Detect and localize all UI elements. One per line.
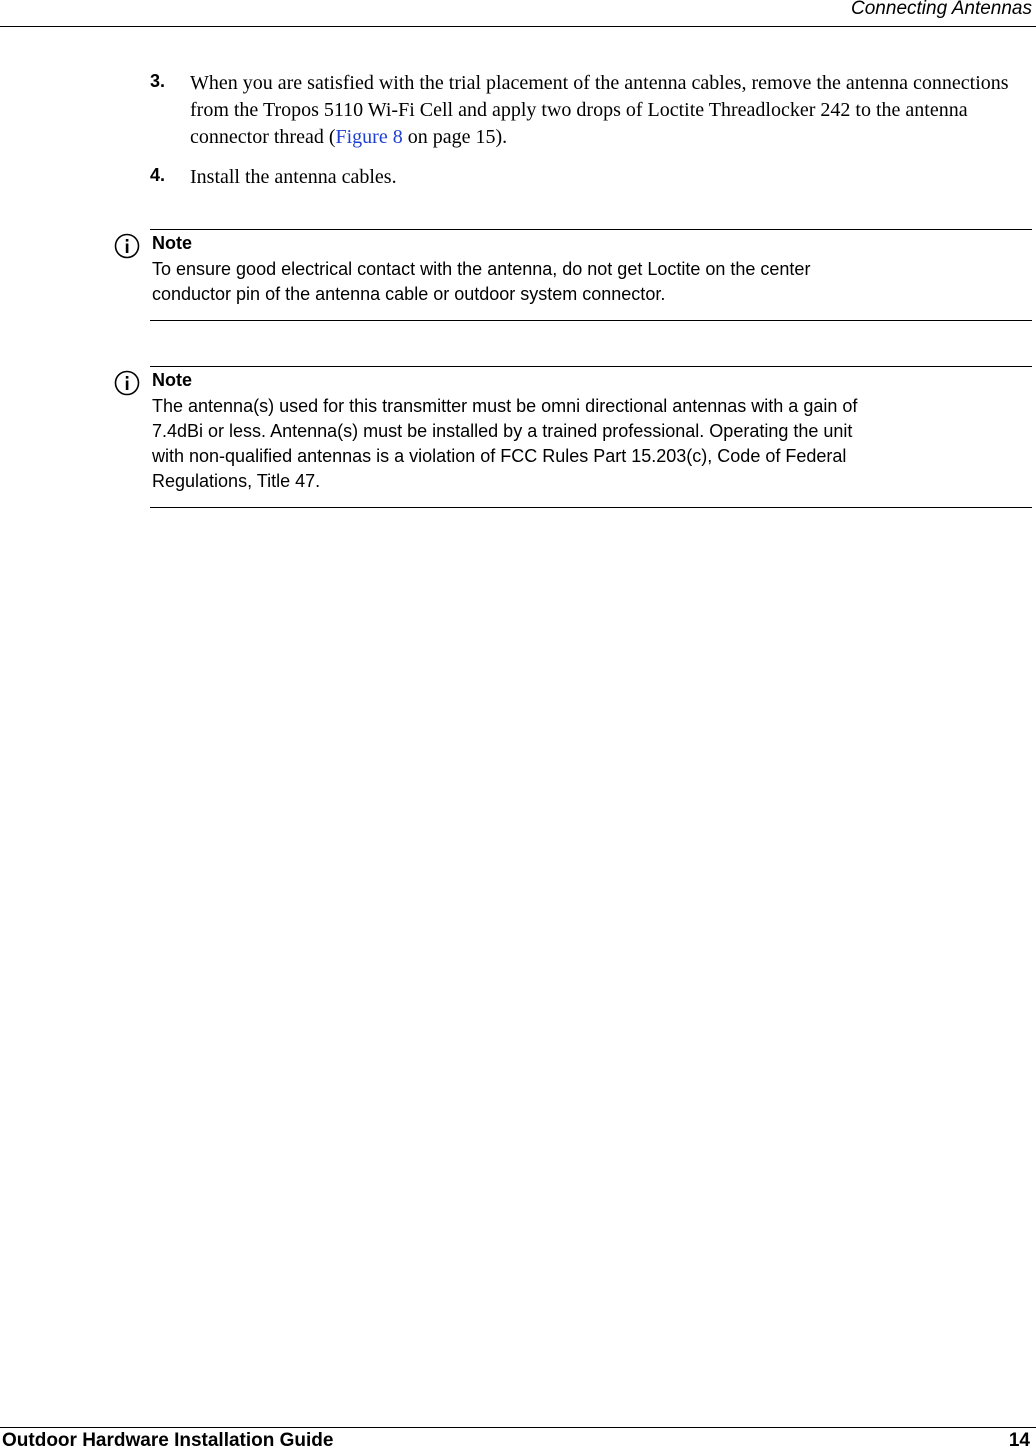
figure-link[interactable]: Figure 8	[335, 126, 403, 148]
note-bottom-rule	[150, 320, 1032, 321]
note-text	[152, 257, 992, 307]
note-line: To ensure good electrical contact with the antenna, do not get Loctite on the center	[152, 259, 811, 279]
note-fcc	[150, 366, 1032, 508]
step-text-before-link: When you are satisfied with the trial placement of the antenna cables, remove the antenna connections from the Tropos 5110 Wi-Fi Cell and apply two drops of Loctite Threadlocker 242 to the antenna connector thread (	[190, 72, 1009, 148]
note-line: The antenna(s) used for this transmitter must be omni directional antennas with a gain of	[152, 396, 858, 416]
step-text: Install the antenna cables.	[190, 166, 397, 188]
note-line: Regulations, Title 47.	[152, 471, 321, 491]
step-text	[190, 70, 1030, 151]
note-top-rule	[150, 229, 1032, 230]
info-icon	[114, 370, 140, 396]
footer-divider	[0, 1427, 1036, 1428]
note-text	[152, 394, 992, 494]
header-divider	[0, 26, 1036, 27]
info-icon	[114, 233, 140, 259]
step-number: 3.	[150, 71, 166, 91]
note-label: Note	[152, 370, 192, 390]
note-line: conductor pin of the antenna cable or outdoor system connector.	[152, 284, 666, 304]
page-number: 14	[1008, 1430, 1030, 1451]
note-bottom-rule	[150, 507, 1032, 508]
note-line: with non-qualified antennas is a violation of FCC Rules Part 15.203(c), Code of Federal	[152, 446, 847, 466]
note-line: 7.4dBi or less. Antenna(s) must be installed by a trained professional. Operating the unit	[152, 421, 853, 441]
page-header-title: Connecting Antennas	[851, 0, 1032, 19]
footer-guide-title: Outdoor Hardware Installation Guide	[2, 1430, 334, 1451]
note-label: Note	[152, 233, 192, 253]
step-text-after-link: on page 15).	[402, 126, 508, 148]
note-top-rule	[150, 366, 1032, 367]
step-number: 4.	[150, 165, 166, 185]
note-loctite	[150, 229, 1032, 321]
